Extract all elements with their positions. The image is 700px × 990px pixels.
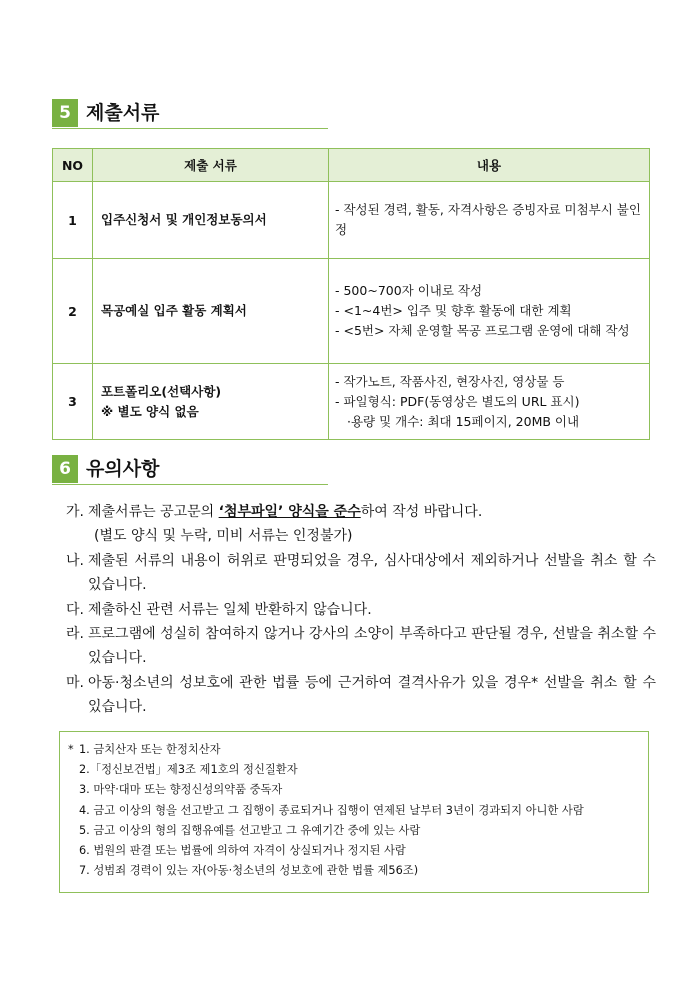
notes-list (66, 500, 656, 720)
note-marker: 나. (66, 552, 84, 569)
document-name-line: 입주신청서 및 개인정보동의서 (101, 212, 267, 227)
note-da (66, 598, 656, 622)
footnote-item (68, 861, 584, 881)
footnote-item (68, 740, 584, 760)
note-text: 프로그램에 성실히 참여하지 않거나 강사의 소양이 부족하다고 판단될 경우, 선발을 취소할 수 있습니다. (88, 626, 656, 667)
note-text: 제출하신 관련 서류는 일체 반환하지 않습니다. (88, 601, 372, 618)
footnote-text: 2.「정신보건법」제3조 제1호의 정신질환자 (79, 763, 298, 777)
note-text-part: 제출서류는 공고문의 (88, 504, 219, 520)
footnote-spacer (68, 780, 79, 800)
header-document: 제출 서류 (93, 149, 329, 182)
note-ga (66, 500, 656, 524)
documents-table (52, 148, 650, 440)
document-name (93, 364, 329, 440)
section-5-header (52, 99, 328, 129)
document-content (329, 364, 650, 440)
footnote-spacer (68, 801, 79, 821)
footnote-text: 6. 법원의 판결 또는 법률에 의하여 자격이 상실되거나 정지된 사람 (79, 844, 406, 858)
footnote-item (68, 821, 584, 841)
section-6-number: 6 (52, 455, 78, 483)
content-bullet: - 작성된 경력, 활동, 자격사항은 증빙자료 미첨부시 불인정 (335, 202, 641, 237)
document-name-line: ※ 별도 양식 없음 (101, 403, 199, 419)
section-5-number: 5 (52, 99, 78, 127)
note-na (66, 549, 656, 598)
footnote-spacer (68, 861, 79, 881)
row-number: 2 (53, 259, 93, 364)
header-content: 내용 (329, 149, 650, 182)
header-no: NO (53, 149, 93, 182)
document-name (93, 259, 329, 364)
content-bullet: - 500~700자 이내로 작성 (335, 283, 483, 298)
document-content (329, 259, 650, 364)
content-bullet: - <1~4번> 입주 및 향후 활동에 대한 계획 (335, 303, 572, 318)
note-text: 제출된 서류의 내용이 허위로 판명되었을 경우, 심사대상에서 제외하거나 선발을 취소 할 수 있습니다. (88, 552, 656, 594)
note-text-part: 하여 작성 바랍니다. (360, 504, 483, 520)
document-content (329, 182, 650, 259)
content-bullet: - 파일형식: PDF(동영상은 별도의 URL 표시) (335, 393, 580, 409)
footnote-text: 3. 마약·대마 또는 향정신성의약품 중독자 (79, 783, 283, 797)
footnote-item (68, 801, 584, 821)
table-header-row (53, 149, 650, 182)
footnote-star: * (68, 743, 74, 756)
footnote-text: 7. 성범죄 경력이 있는 자(아동·청소년의 성보호에 관한 법률 제56조) (79, 864, 419, 878)
note-text (88, 500, 656, 524)
footnote-text: 5. 금고 이상의 형의 집행유예를 선고받고 그 유예기간 중에 있는 사람 (79, 823, 421, 837)
content-bullet: - 작가노트, 작품사진, 현장사진, 영상물 등 (335, 373, 565, 389)
section-6-rule (52, 484, 328, 485)
section-6-header (52, 455, 328, 485)
footnote-spacer (68, 841, 79, 861)
footnote-item (68, 780, 584, 800)
content-bullet: ·용량 및 개수: 최대 15페이지, 20MB 이내 (347, 413, 580, 429)
note-marker: 라. (66, 626, 84, 643)
footnote-spacer (68, 821, 79, 841)
footnote-box (59, 731, 649, 893)
note-marker: 다. (66, 601, 84, 618)
document-name-line: 목공예실 입주 활동 계획서 (101, 303, 247, 318)
section-6-title: 유의사항 (86, 458, 160, 480)
note-marker: 가. (66, 504, 84, 520)
table-row (53, 182, 650, 259)
attachment-emphasis: ‘첨부파일’ 양식을 준수 (218, 504, 361, 520)
document-name-line: 포트폴리오(선택사항) (101, 383, 222, 399)
footnote-text: 4. 금고 이상의 형을 선고받고 그 집행이 종료되거나 집행이 연제된 날부터 3년이 경과되지 아니한 사람 (79, 803, 584, 817)
document-name (93, 182, 329, 259)
row-number: 3 (53, 364, 93, 440)
note-subtext: (별도 양식 및 누락, 미비 서류는 인정불가) (94, 528, 353, 545)
table-row (53, 364, 650, 440)
note-ga-sub (66, 524, 656, 548)
note-marker-spacer (66, 524, 88, 548)
table-row (53, 259, 650, 364)
footnote-text: 1. 금치산자 또는 한정치산자 (79, 743, 221, 756)
row-number: 1 (53, 182, 93, 259)
footnote-list (68, 740, 584, 881)
note-marker: 마. (66, 674, 84, 691)
section-5-title: 제출서류 (86, 102, 160, 124)
content-bullet: - <5번> 자체 운영할 목공 프로그램 운영에 대해 작성 (335, 323, 630, 338)
note-text: 아동·청소년의 성보호에 관한 법률 등에 근거하여 결격사유가 있을 경우* 선발을 취소 할 수 있습니다. (88, 674, 656, 716)
note-ma (66, 671, 656, 720)
footnote-spacer (68, 760, 79, 780)
footnote-item (68, 760, 584, 780)
section-5-rule (52, 128, 328, 129)
note-ra (66, 622, 656, 671)
footnote-item (68, 841, 584, 861)
